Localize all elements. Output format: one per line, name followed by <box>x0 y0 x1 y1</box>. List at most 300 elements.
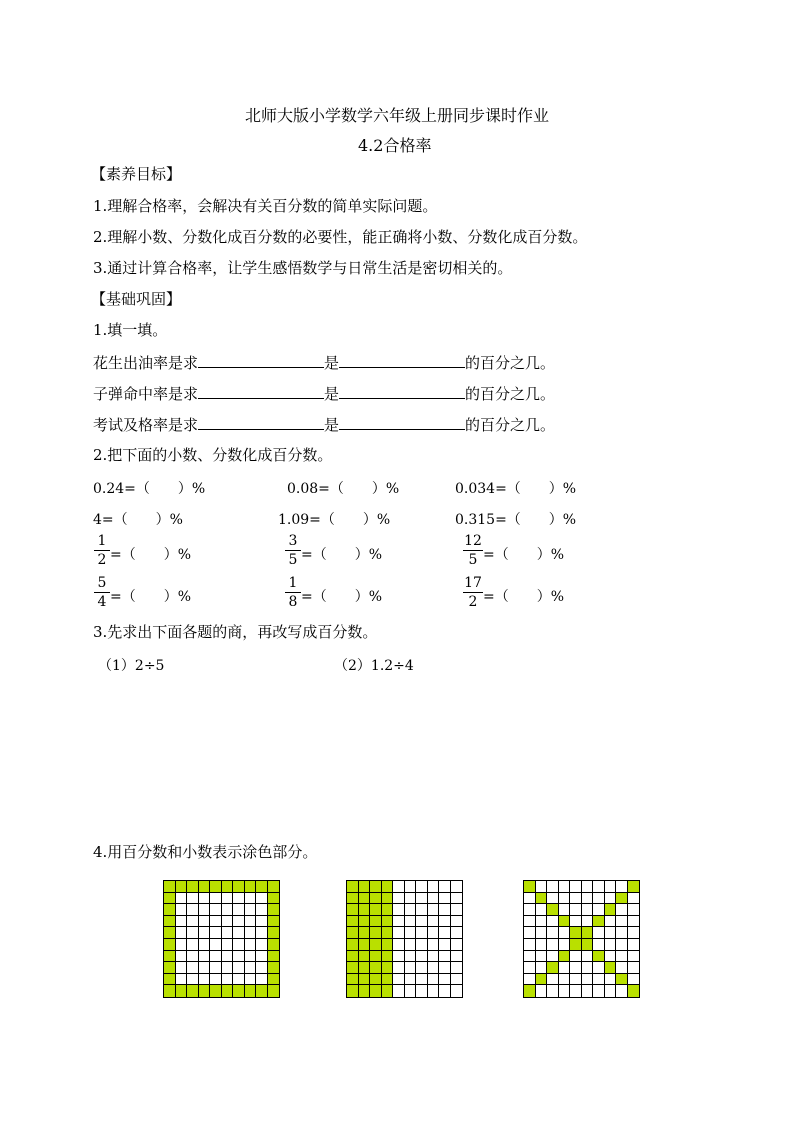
grid-cell <box>524 893 536 905</box>
answer-blank[interactable] <box>198 382 324 399</box>
grid-cell <box>582 893 594 905</box>
grid-cell <box>428 951 440 963</box>
shaded-cell <box>256 881 268 893</box>
grid-cell <box>428 985 440 997</box>
grid-cell <box>451 962 463 974</box>
fill-line-suffix: 的百分之几。 <box>465 354 556 372</box>
grid-cell <box>210 904 222 916</box>
answer-blank[interactable] <box>339 382 465 399</box>
grid-cell <box>524 962 536 974</box>
shaded-cell <box>582 927 594 939</box>
grid-cell <box>393 939 405 951</box>
numerator: 3 <box>288 533 298 549</box>
shaded-cell <box>536 974 548 986</box>
grid-cell <box>393 985 405 997</box>
grid-cell <box>405 904 417 916</box>
shaded-cell <box>347 974 359 986</box>
grid-cell <box>176 893 188 905</box>
shaded-cell <box>245 985 257 997</box>
grid-cell <box>616 939 628 951</box>
grid-cell <box>210 951 222 963</box>
shaded-cell <box>628 985 640 997</box>
grid-cell <box>428 939 440 951</box>
answer-blank[interactable] <box>339 351 465 368</box>
grid-cell <box>570 916 582 928</box>
grid-cell <box>616 904 628 916</box>
hundred-grid-2 <box>346 880 463 998</box>
grid-cell <box>439 904 451 916</box>
grid-cell <box>405 962 417 974</box>
grid-cell <box>199 939 211 951</box>
grid-cell <box>582 951 594 963</box>
q1-title: 1.填一填。 <box>93 321 168 339</box>
grid-cell <box>199 951 211 963</box>
grid-cell <box>199 916 211 928</box>
grid-cell <box>570 974 582 986</box>
grid-cell <box>405 881 417 893</box>
grid-cell <box>582 881 594 893</box>
grid-cell <box>536 962 548 974</box>
fill-line-3 <box>93 413 555 435</box>
q3-part-1: （1）2÷5 <box>98 658 165 674</box>
grid-cell <box>547 916 559 928</box>
shaded-cell <box>347 881 359 893</box>
grid-cell <box>187 916 199 928</box>
grid-cell <box>536 985 548 997</box>
grid-cell <box>536 904 548 916</box>
shaded-cell <box>382 893 394 905</box>
grid-cell <box>451 939 463 951</box>
grid-cell <box>605 927 617 939</box>
shaded-cell <box>570 939 582 951</box>
shaded-cell <box>187 985 199 997</box>
shaded-cell <box>347 916 359 928</box>
grid-cell <box>570 962 582 974</box>
grid-cell <box>199 962 211 974</box>
shaded-cell <box>370 904 382 916</box>
shaded-cell <box>605 904 617 916</box>
grid-cell <box>256 974 268 986</box>
grid-cell <box>245 939 257 951</box>
fill-line-mid: 是 <box>324 416 340 434</box>
grid-cell <box>628 893 640 905</box>
grid-cell <box>439 974 451 986</box>
grid-cell <box>187 951 199 963</box>
grid-cell <box>547 939 559 951</box>
shaded-cell <box>524 985 536 997</box>
shaded-cell <box>359 939 371 951</box>
grid-cell <box>547 881 559 893</box>
shaded-cell <box>268 974 280 986</box>
shaded-cell <box>233 985 245 997</box>
fraction-tail: =（ ）% <box>301 589 383 605</box>
grid-cell <box>559 904 571 916</box>
grid-cell <box>176 951 188 963</box>
grid-cell <box>222 904 234 916</box>
grid-cell <box>199 893 211 905</box>
grid-cell <box>210 927 222 939</box>
grid-cell <box>451 927 463 939</box>
shaded-cell <box>382 962 394 974</box>
grid-cell <box>593 881 605 893</box>
grid-cell <box>199 904 211 916</box>
fill-line-suffix: 的百分之几。 <box>465 416 556 434</box>
grid-cell <box>222 927 234 939</box>
grid-cell <box>605 893 617 905</box>
shaded-cell <box>210 881 222 893</box>
numerator: 17 <box>464 575 482 591</box>
grid-cell <box>439 962 451 974</box>
grid-cell <box>393 881 405 893</box>
grid-cell <box>210 893 222 905</box>
shaded-cell <box>370 916 382 928</box>
grid-cell <box>428 974 440 986</box>
shaded-cell <box>164 985 176 997</box>
grid-cell <box>256 904 268 916</box>
shaded-cell <box>245 881 257 893</box>
grid-cell <box>222 916 234 928</box>
grid-cell <box>393 962 405 974</box>
shaded-cell <box>164 962 176 974</box>
grid-cell <box>222 939 234 951</box>
shaded-cell <box>187 881 199 893</box>
shaded-cell <box>164 951 176 963</box>
grid-cell <box>559 985 571 997</box>
grid-cell <box>210 974 222 986</box>
fraction <box>463 533 483 568</box>
grid-cell <box>233 927 245 939</box>
shaded-cell <box>347 951 359 963</box>
grid-cell <box>245 974 257 986</box>
grid-cell <box>451 881 463 893</box>
denominator: 4 <box>97 594 107 610</box>
shaded-cell <box>176 985 188 997</box>
shaded-cell <box>164 881 176 893</box>
answer-blank[interactable] <box>198 351 324 368</box>
grid-cell <box>187 904 199 916</box>
shaded-cell <box>536 893 548 905</box>
shaded-cell <box>359 916 371 928</box>
grid-cell <box>256 916 268 928</box>
grid-cell <box>570 951 582 963</box>
grid-cell <box>416 985 428 997</box>
grid-cell <box>524 951 536 963</box>
shaded-cell <box>593 916 605 928</box>
grid-cell <box>593 939 605 951</box>
shaded-cell <box>582 939 594 951</box>
grid-cell <box>416 939 428 951</box>
grid-cell <box>524 939 536 951</box>
fraction <box>285 533 301 568</box>
shaded-cell <box>382 974 394 986</box>
grid-cell <box>245 962 257 974</box>
numerator: 5 <box>97 575 107 591</box>
fraction <box>94 575 110 610</box>
shaded-cell <box>268 951 280 963</box>
shaded-cell <box>347 904 359 916</box>
grid-cell <box>416 904 428 916</box>
grid-cell <box>628 916 640 928</box>
grid-cell <box>256 951 268 963</box>
fill-line-mid: 是 <box>324 354 340 372</box>
grid-cell <box>628 951 640 963</box>
grid-cell <box>176 927 188 939</box>
grid-cell <box>245 893 257 905</box>
grid-cell <box>428 881 440 893</box>
shaded-cell <box>347 962 359 974</box>
grid-cell <box>405 939 417 951</box>
grid-cell <box>524 916 536 928</box>
grid-cell <box>405 974 417 986</box>
grid-cell <box>605 881 617 893</box>
grid-cell <box>451 974 463 986</box>
grid-cell <box>245 904 257 916</box>
grid-cell <box>570 904 582 916</box>
grid-cell <box>233 916 245 928</box>
grid-cell <box>451 893 463 905</box>
grid-cell <box>416 916 428 928</box>
grid-cell <box>439 985 451 997</box>
shaded-cell <box>199 985 211 997</box>
grid-cell <box>451 985 463 997</box>
grid-cell <box>187 893 199 905</box>
grid-cell <box>439 893 451 905</box>
shaded-cell <box>370 985 382 997</box>
grid-cell <box>582 974 594 986</box>
shaded-cell <box>164 893 176 905</box>
shaded-cell <box>164 916 176 928</box>
grid-cell <box>593 927 605 939</box>
shaded-cell <box>359 904 371 916</box>
grid-cell <box>628 962 640 974</box>
shaded-cell <box>164 939 176 951</box>
grid-cell <box>570 985 582 997</box>
fraction-tail: =（ ）% <box>110 589 192 605</box>
grid-cell <box>570 893 582 905</box>
shaded-cell <box>233 881 245 893</box>
goal-item-2: 2.理解小数、分数化成百分数的必要性，能正确将小数、分数化成百分数。 <box>93 228 588 246</box>
decimal-item: 4=（ ）% <box>93 512 183 528</box>
numerator: 1 <box>97 533 107 549</box>
grid-cell <box>256 962 268 974</box>
grid-cell <box>256 927 268 939</box>
shaded-cell <box>382 927 394 939</box>
grid-cell <box>416 893 428 905</box>
page-title: 北师大版小学数学六年级上册同步课时作业 <box>245 106 550 125</box>
shaded-cell <box>382 951 394 963</box>
grid-cell <box>616 951 628 963</box>
shaded-cell <box>359 927 371 939</box>
shaded-cell <box>347 939 359 951</box>
shaded-cell <box>547 962 559 974</box>
grid-cell <box>451 951 463 963</box>
grid-cell <box>393 927 405 939</box>
decimal-item: 1.09=（ ）% <box>278 512 391 528</box>
shaded-cell <box>370 939 382 951</box>
grid-cell <box>439 881 451 893</box>
decimal-item: 0.24=（ ）% <box>93 481 206 497</box>
shaded-cell <box>164 927 176 939</box>
grid-cell <box>176 974 188 986</box>
grid-cell <box>628 939 640 951</box>
numerator: 12 <box>464 533 482 549</box>
grid-cell <box>176 916 188 928</box>
grid-cell <box>605 985 617 997</box>
grid-cell <box>547 974 559 986</box>
grid-cell <box>524 974 536 986</box>
grid-cell <box>199 927 211 939</box>
grid-cell <box>628 927 640 939</box>
denominator: 5 <box>468 552 478 568</box>
shaded-cell <box>359 974 371 986</box>
fraction-tail: =（ ）% <box>110 547 192 563</box>
grid-cell <box>428 893 440 905</box>
grid-cell <box>233 951 245 963</box>
grid-cell <box>559 962 571 974</box>
grid-cell <box>536 881 548 893</box>
grid-cell <box>416 881 428 893</box>
shaded-cell <box>210 985 222 997</box>
grid-cell <box>524 904 536 916</box>
shaded-cell <box>382 881 394 893</box>
shaded-cell <box>347 927 359 939</box>
shaded-cell <box>359 985 371 997</box>
grid-cell <box>582 962 594 974</box>
grid-cell <box>536 951 548 963</box>
grid-cell <box>616 985 628 997</box>
shaded-cell <box>359 962 371 974</box>
shaded-cell <box>547 904 559 916</box>
grid-cell <box>199 974 211 986</box>
fill-line-prefix: 考试及格率是求 <box>93 416 199 434</box>
grid-cell <box>405 985 417 997</box>
shaded-cell <box>370 881 382 893</box>
shaded-cell <box>268 962 280 974</box>
grid-cell <box>547 951 559 963</box>
grid-cell <box>416 927 428 939</box>
grid-cell <box>245 951 257 963</box>
grid-cell <box>176 962 188 974</box>
grid-cell <box>593 974 605 986</box>
grid-cell <box>616 962 628 974</box>
fraction-tail: =（ ）% <box>301 547 383 563</box>
answer-blank[interactable] <box>198 413 324 430</box>
grid-cell <box>616 881 628 893</box>
grid-cell <box>187 927 199 939</box>
grid-cell <box>582 916 594 928</box>
grid-cell <box>524 927 536 939</box>
grid-cell <box>582 985 594 997</box>
shaded-cell <box>382 916 394 928</box>
grid-cell <box>593 893 605 905</box>
grid-cell <box>210 939 222 951</box>
shaded-cell <box>347 985 359 997</box>
grid-cell <box>439 939 451 951</box>
denominator: 2 <box>97 552 107 568</box>
q2-title: 2.把下面的小数、分数化成百分数。 <box>93 446 333 464</box>
answer-blank[interactable] <box>339 413 465 430</box>
grid-cell <box>559 927 571 939</box>
shaded-cell <box>616 893 628 905</box>
grid-cell <box>593 985 605 997</box>
shaded-cell <box>616 974 628 986</box>
grid-cell <box>405 916 417 928</box>
shaded-cell <box>268 881 280 893</box>
grid-cell <box>451 904 463 916</box>
shaded-cell <box>559 916 571 928</box>
grid-cell <box>222 893 234 905</box>
fill-line-prefix: 花生出油率是求 <box>93 354 199 372</box>
goal-item-1: 1.理解合格率，会解决有关百分数的简单实际问题。 <box>93 197 438 215</box>
q4-title: 4.用百分数和小数表示涂色部分。 <box>93 843 318 861</box>
shaded-cell <box>268 927 280 939</box>
shaded-cell <box>164 974 176 986</box>
grid-cell <box>187 974 199 986</box>
shaded-cell <box>382 904 394 916</box>
shaded-cell <box>370 951 382 963</box>
q3-part-2: （2）1.2÷4 <box>334 658 414 674</box>
goals-heading: 【素养目标】 <box>91 165 182 183</box>
grid-cell <box>233 904 245 916</box>
grid-cell <box>187 939 199 951</box>
grid-cell <box>222 974 234 986</box>
shaded-cell <box>359 893 371 905</box>
shaded-cell <box>370 962 382 974</box>
grid-cell <box>593 962 605 974</box>
grid-cell <box>428 904 440 916</box>
grid-cell <box>176 939 188 951</box>
denominator: 2 <box>468 594 478 610</box>
grid-cell <box>616 927 628 939</box>
denominator: 8 <box>288 594 298 610</box>
shaded-cell <box>359 881 371 893</box>
grid-cell <box>428 916 440 928</box>
shaded-cell <box>176 881 188 893</box>
grid-cell <box>570 881 582 893</box>
shaded-cell <box>347 893 359 905</box>
decimal-item: 0.08=（ ）% <box>287 481 400 497</box>
fill-line-2 <box>93 382 555 404</box>
fraction-tail: =（ ）% <box>483 589 565 605</box>
fraction <box>285 575 301 610</box>
grid-cell <box>439 927 451 939</box>
grid-cell <box>559 893 571 905</box>
fraction <box>463 575 483 610</box>
grid-cell <box>428 927 440 939</box>
shaded-cell <box>593 951 605 963</box>
hundred-grid-3 <box>523 880 640 998</box>
grid-cell <box>393 916 405 928</box>
grid-cell <box>245 927 257 939</box>
numerator: 1 <box>288 575 298 591</box>
grid-cell <box>256 939 268 951</box>
grid-cell <box>245 916 257 928</box>
shaded-cell <box>268 916 280 928</box>
shaded-cell <box>359 951 371 963</box>
shaded-cell <box>199 881 211 893</box>
grid-cell <box>393 951 405 963</box>
grid-cell <box>393 904 405 916</box>
grid-cell <box>616 916 628 928</box>
shaded-cell <box>268 939 280 951</box>
shaded-cell <box>370 893 382 905</box>
grid-cell <box>428 962 440 974</box>
grid-cell <box>547 927 559 939</box>
shaded-cell <box>605 962 617 974</box>
shaded-cell <box>382 985 394 997</box>
grid-cell <box>605 939 617 951</box>
shaded-cell <box>382 939 394 951</box>
